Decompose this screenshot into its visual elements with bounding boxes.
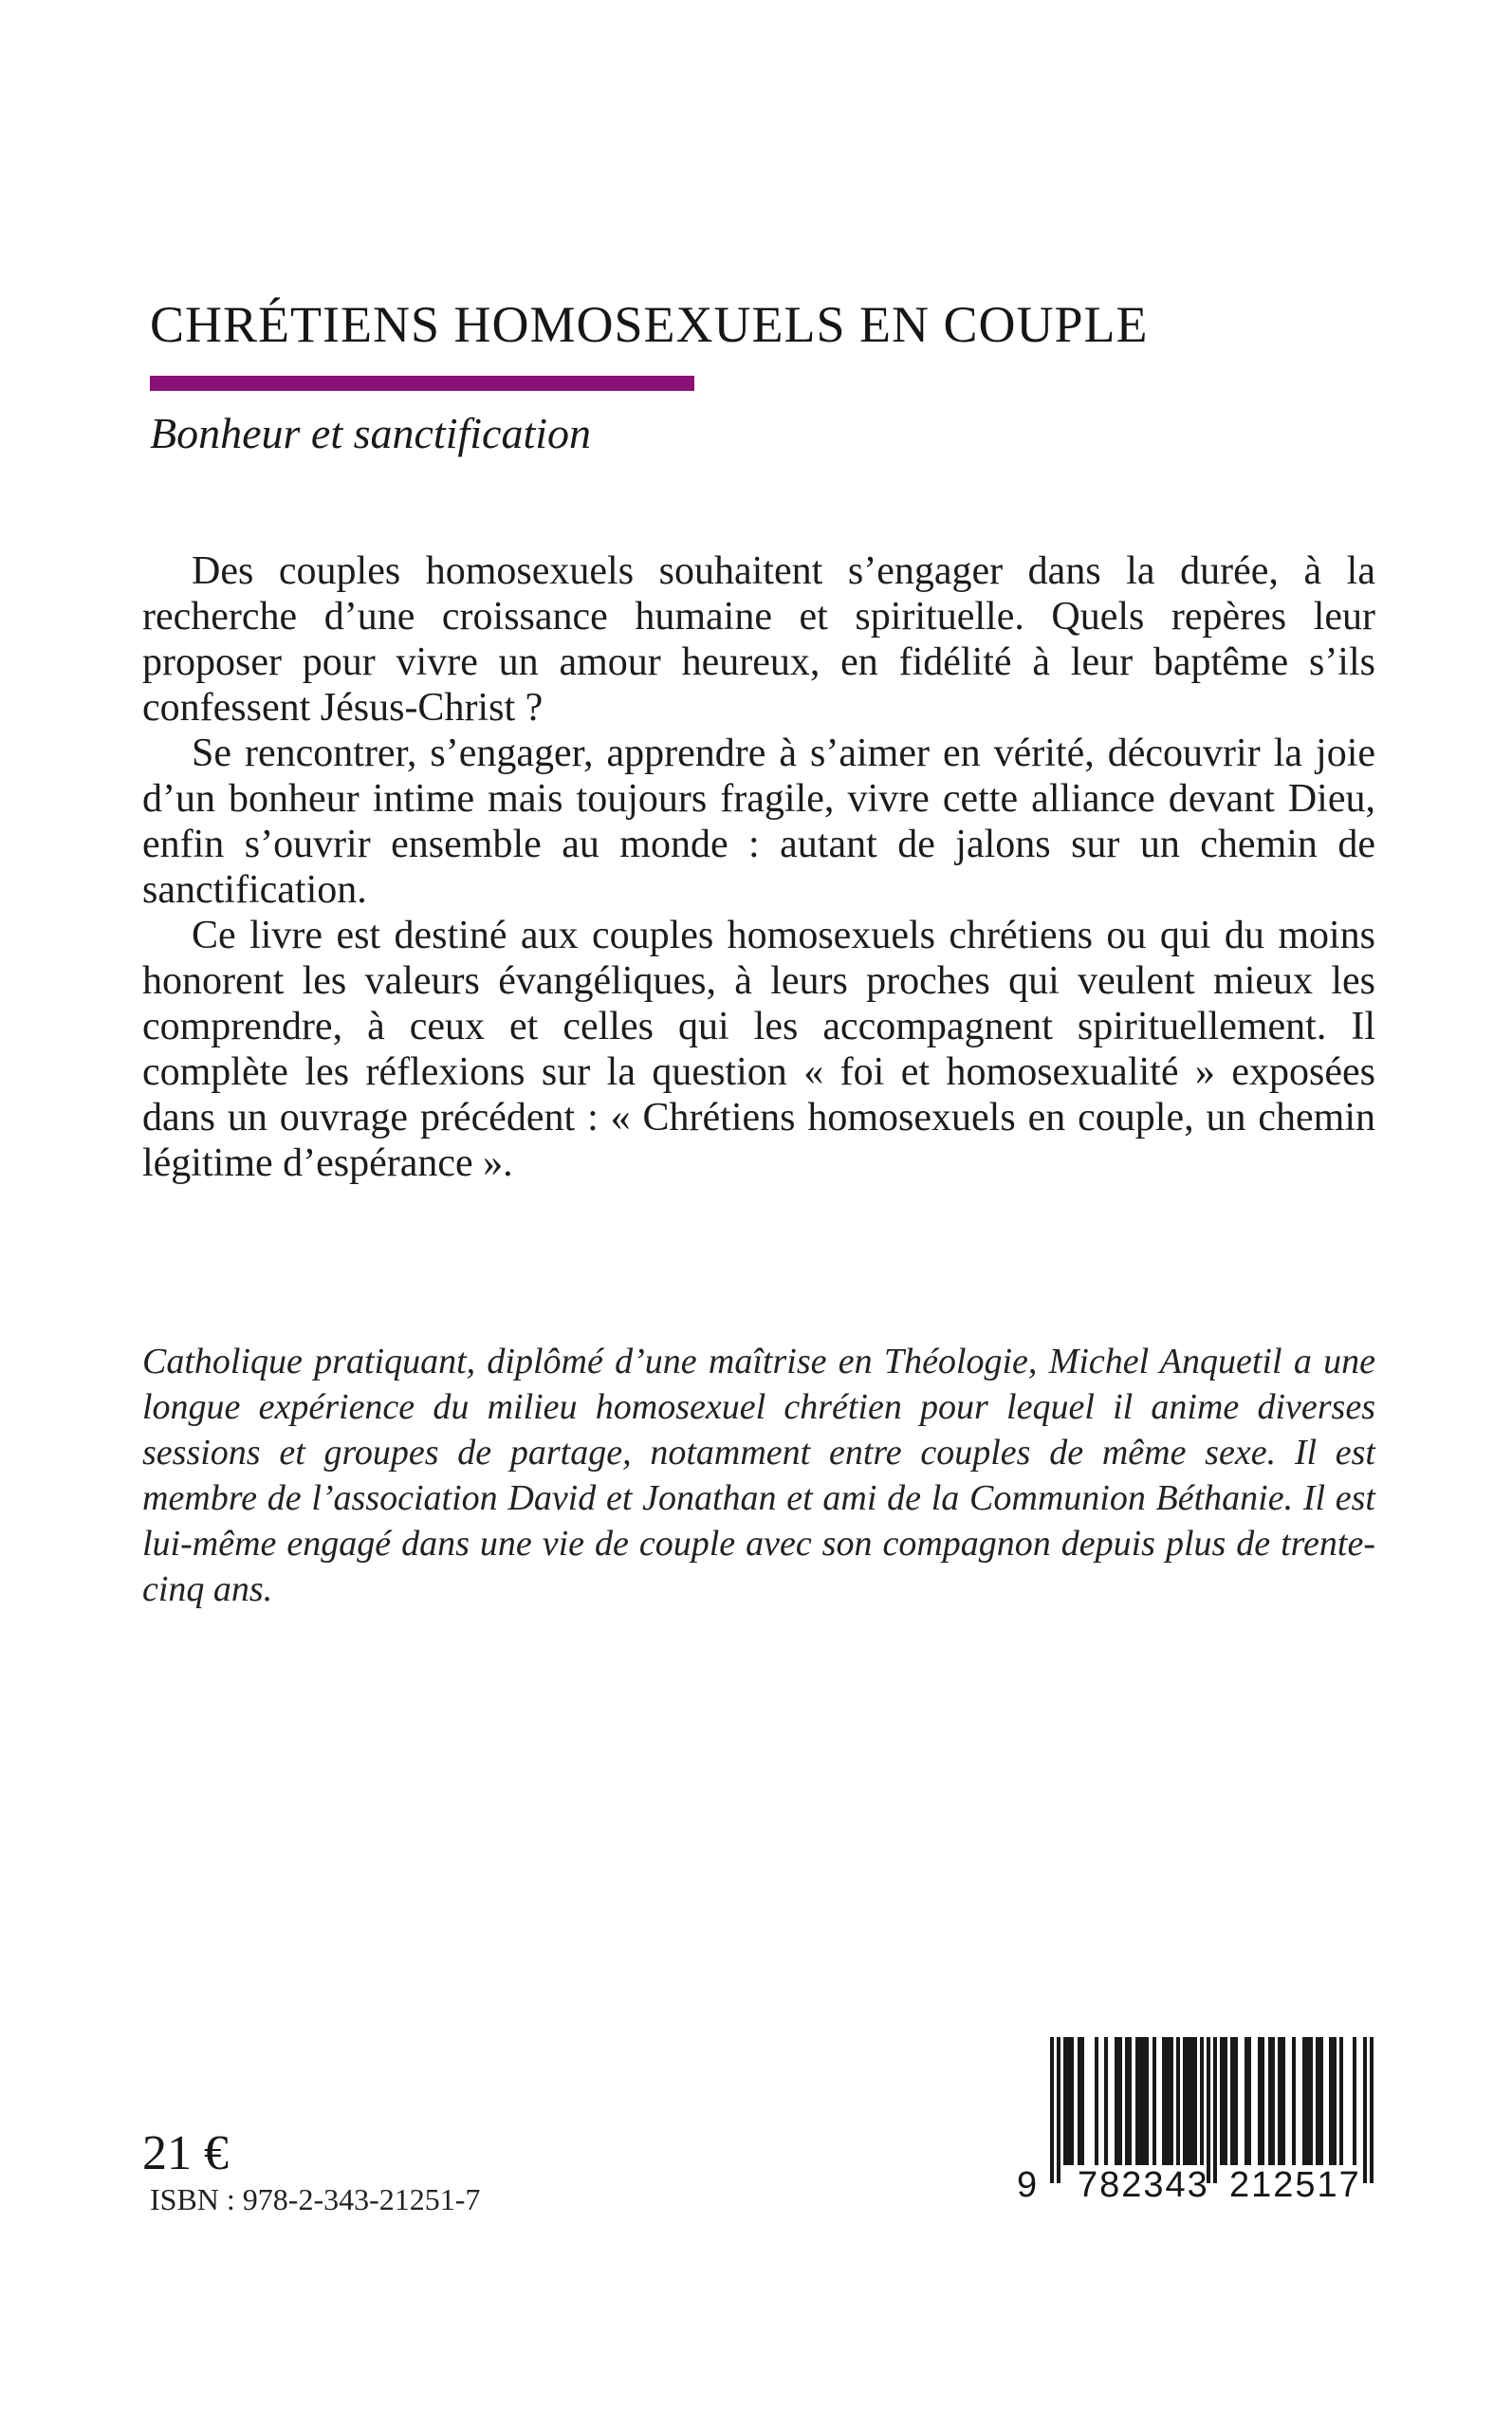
barcode-bars bbox=[1050, 2037, 1374, 2184]
barcode-bar bbox=[1292, 2037, 1296, 2165]
blurb-paragraph: Des couples homosexuels souhaitent s’engager dans la durée, à la recherche d’une croissance humaine et spirituelle. Quels repères leur proposer pour vivre un amour heureux, en fidélité à leur baptême s’ils confessent Jésus-Christ ? bbox=[142, 549, 1375, 730]
barcode-bar bbox=[1104, 2037, 1108, 2165]
accent-bar bbox=[150, 376, 694, 391]
barcode-bar bbox=[1370, 2037, 1374, 2183]
barcode-bar bbox=[1050, 2037, 1054, 2183]
barcode-right-group: 212517 bbox=[1229, 2165, 1361, 2205]
blurb-text bbox=[142, 548, 1375, 1186]
barcode-bar bbox=[1207, 2037, 1210, 2183]
barcode-bar bbox=[1282, 2037, 1285, 2165]
barcode-bar bbox=[1363, 2037, 1367, 2183]
barcode-bar bbox=[1339, 2037, 1343, 2165]
barcode-bar bbox=[1262, 2037, 1265, 2165]
barcode-bar bbox=[1146, 2037, 1150, 2165]
barcode-bar bbox=[1319, 2037, 1323, 2165]
barcode-left-group: 782343 bbox=[1078, 2165, 1209, 2205]
author-bio bbox=[142, 1339, 1375, 1612]
barcode-bar bbox=[1200, 2037, 1204, 2165]
barcode-bar bbox=[1129, 2037, 1133, 2165]
book-subtitle: Bonheur et sanctification bbox=[150, 409, 592, 457]
barcode-lead-digit: 9 bbox=[1017, 2165, 1040, 2205]
barcode-bar bbox=[1213, 2037, 1217, 2183]
blurb-paragraph: Ce livre est destiné aux couples homosexuels chrétiens ou qui du moins honorent les valeurs évangéliques, à leurs proches qui veulent mieux les comprendre, à ceux et celles qui les accompagnent spirituellement. Il complète les réflexions sur la question « foi et homosexualité » exposées dans un ouvrage précédent : « Chrétiens homosexuels en couple, un chemin légitime d’espérance ». bbox=[142, 914, 1375, 1185]
barcode-bar bbox=[1080, 2037, 1084, 2165]
barcode-bar bbox=[1353, 2037, 1356, 2165]
book-title: CHRÉTIENS HOMOSEXUELS EN COUPLE bbox=[150, 296, 1149, 353]
barcode-bar bbox=[1152, 2037, 1156, 2165]
author-bio-paragraph: Catholique pratiquant, diplômé d’une maîtrise en Théologie, Michel Anquetil a une longue expérience du milieu homosexuel chrétien pour lequel il anime diverses sessions et groupes de partage, notamment entre couples de même sexe. Il est membre de l’association David et Jonathan et ami de la Communion Béthanie. Il est lui-même engagé dans une vie de couple avec son compagnon depuis plus de trente-cinq ans. bbox=[142, 1342, 1375, 1609]
barcode-bar bbox=[1057, 2037, 1060, 2183]
barcode-bar bbox=[1309, 2037, 1313, 2165]
barcode-bar bbox=[1247, 2037, 1251, 2165]
price-label: 21 € bbox=[142, 2126, 229, 2180]
barcode-bar bbox=[1176, 2037, 1180, 2165]
barcode-bar bbox=[1118, 2037, 1122, 2165]
barcode-bar bbox=[1095, 2037, 1098, 2165]
barcode-bar bbox=[1193, 2037, 1197, 2165]
isbn-label: ISBN : 978-2-343-21251-7 bbox=[150, 2182, 481, 2216]
ean13-barcode bbox=[1015, 2037, 1390, 2213]
barcode-bar bbox=[1224, 2037, 1227, 2165]
barcode-bar bbox=[1234, 2037, 1238, 2165]
barcode-bar bbox=[1333, 2037, 1337, 2165]
barcode-bar bbox=[1271, 2037, 1275, 2165]
blurb-paragraph: Se rencontrer, s’engager, apprendre à s’aimer en vérité, découvrir la joie d’un bonheur intime mais toujours fragile, vivre cette alliance devant Dieu, enfin s’ouvrir ensemble au monde : autant de jalons sur un chemin de sanctification. bbox=[142, 732, 1375, 912]
barcode-bar bbox=[1071, 2037, 1075, 2165]
barcode-bar bbox=[1170, 2037, 1173, 2165]
